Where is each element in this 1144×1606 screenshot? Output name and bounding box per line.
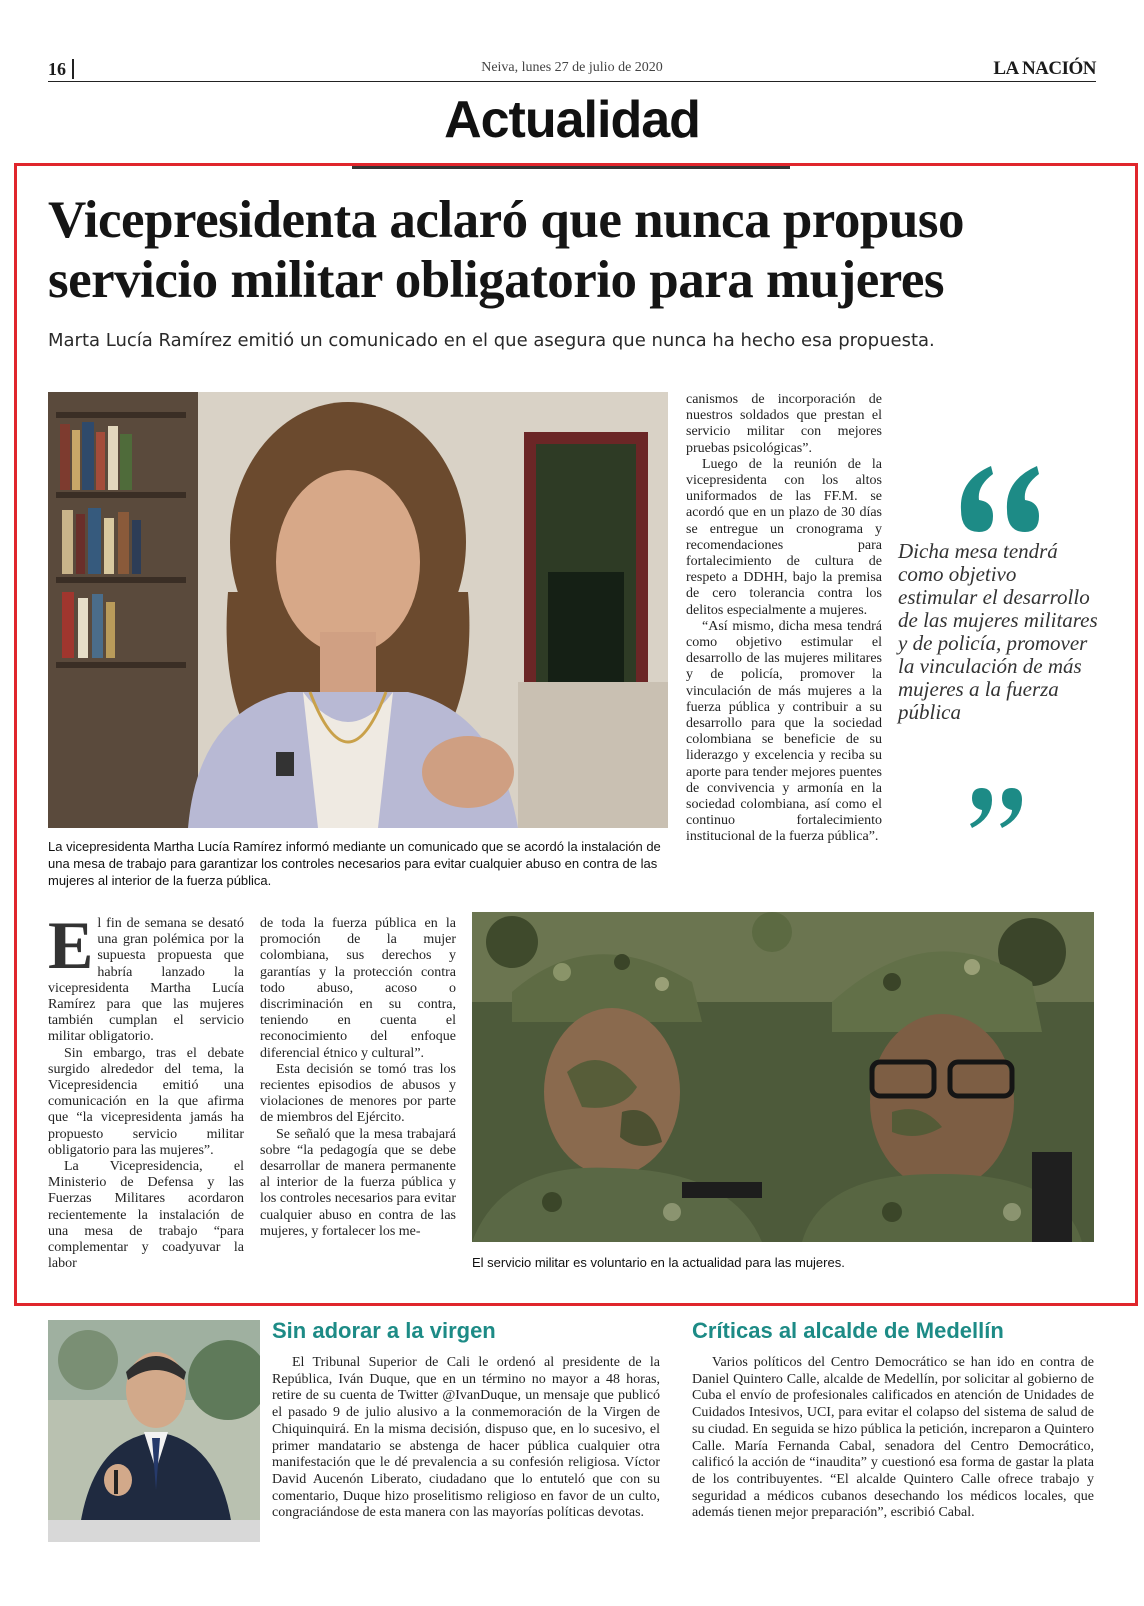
pull-quote bbox=[898, 458, 1098, 838]
open-quote-icon bbox=[953, 458, 1043, 538]
paragraph: Sin embargo, tras el debate surgido alrededor del tema, la Vicepresidencia emitió una comunicación en la que afirma que “la vicepresidenta jamás ha propuesto servicio militar obligatorio para las mujeres”. bbox=[48, 1045, 244, 1158]
paragraph: l fin de semana se desató una gran polémica por la supuesta propuesta que habría lanzado la vicepresidenta Martha Lucía Ramírez para que las mujeres también cumplan el servicio militar obligatorio. bbox=[48, 916, 244, 1045]
photo2-caption: El servicio militar es voluntario en la actualidad para las mujeres. bbox=[472, 1255, 845, 1270]
article-column-2 bbox=[260, 916, 456, 1240]
paragraph: canismos de incorporación de nuestros soldados que prestan el servicio militar con mejores pruebas psicológicas”. bbox=[686, 392, 882, 456]
vicepresident-photo bbox=[48, 392, 668, 828]
article-column-1 bbox=[48, 907, 244, 1272]
article-headline: Vicepresidenta aclaró que nunca propuso servicio militar obligatorio para mujeres bbox=[48, 191, 964, 309]
article-standfirst: Marta Lucía Ramírez emitió un comunicado en el que asegura que nunca ha hecho esa propuesta. bbox=[48, 330, 935, 351]
paragraph: de toda la fuerza pública en la promoción de la mujer colombiana, sus derechos y garantías y la protección contra todo abuso, acoso o discriminación en su contra, teniendo en cuenta el reconocimiento del enfoque diferencial étnico y cultural”. bbox=[260, 916, 456, 1061]
brief-title: Críticas al alcalde de Medellín bbox=[692, 1318, 1004, 1343]
dateline: Neiva, lunes 27 de julio de 2020 bbox=[481, 60, 663, 75]
page-header bbox=[48, 58, 1096, 82]
masthead-logo: LA NACIÓN bbox=[993, 58, 1096, 79]
pull-quote-text: Dicha mesa tendrá como objetivo estimular el desarrollo de las mujeres militares y de policía, promover la vinculación de más mujeres a la fuerza pública bbox=[898, 539, 1098, 724]
close-quote-icon bbox=[966, 786, 1026, 836]
drop-cap: E bbox=[48, 907, 94, 983]
section-title: Actualidad bbox=[444, 91, 700, 149]
brief-title: Sin adorar a la virgen bbox=[272, 1318, 496, 1343]
paragraph: Se señaló que la mesa trabajará sobre “la pedagogía que se debe desarrollar de manera permanente al interior de la fuerza pública y los controles necesarios para evitar cualquier abuso en contra de las mujeres, y fortalecer los me- bbox=[260, 1126, 456, 1239]
paragraph: Luego de la reunión de la vicepresidenta con los altos uniformados de las FF.M. se acordó que en un plazo de 30 días se entregue un cronograma y recomendaciones para fortalecimiento de cultura de respeto a DDHH, bajo la premisa de cero tolerancia contra los delitos especialmente a mujeres. bbox=[686, 456, 882, 618]
paragraph: Esta decisión se tomó tras los recientes episodios de abusos y violaciones de menores por parte de miembros del Ejército. bbox=[260, 1061, 456, 1126]
brief-text: Varios políticos del Centro Democrático se han ido en contra de Daniel Quintero Calle, alcalde de Medellín, por solicitar al gobierno de Cuba el envío de profesionales calificados en atención de Unidades de Cuidados Intesivos, UCI, para evitar el colapso del sistema de salud de su ciudad. En seguida se hizo pública la petición, increparon a Quintero Calle. María Fernanda Cabal, senadora del Centro Democrático, calificó la acción de “inaudita” y cuestionó esa forma de gastar la plata de los contribuyentes. “El alcalde Quintero Calle ofrece trabajo y seguridad a médicos cubanos desechando los médicos locales, que además tienen mejor preparación”, escribió Cabal. bbox=[692, 1355, 1094, 1521]
paragraph: “Así mismo, dicha mesa tendrá como objetivo estimular el desarrollo de las mujeres militares y de policía, promover la vinculación de más mujeres a la fuerza pública y contribuir a su desarrollo para que la sociedad colombiana se beneficie de su liderazgo y excelencia y reciba su aporte para tender mejores puentes de convivencia y armonía en la sociedad colombiana, así como el continuo fortalecimiento institucional de la fuerza pública”. bbox=[686, 618, 882, 845]
soldiers-photo bbox=[472, 912, 1094, 1242]
page-number: 16 bbox=[48, 59, 74, 79]
paragraph: La Vicepresidencia, el Ministerio de Defensa y las Fuerzas Militares acordaron recientemente la instalación de una mesa de trabajo “para complementar y coadyuvar la labor bbox=[48, 1159, 244, 1272]
brief-text: El Tribunal Superior de Cali le ordenó al presidente de la República, Iván Duque, que en un término no mayor a 48 horas, retire de su cuenta de Twitter @IvanDuque, un mensaje que publicó el pasado 9 de julio alusivo a la conmemoración de la Virgen de Chiquinquirá. En la misma decisión, dispuso que, en lo sucesivo, el primer mandatario se abstenga de hacer pública cualquier otra manifestación que le dé prevalencia a su confesión religiosa. Víctor David Aucenón Liberato, ciudadano que lo entuteló que con su comentario, Duque hizo proselitismo religioso en favor de un culto, congraciándose de esta manera con las mayorías políticas devotas. bbox=[272, 1355, 660, 1521]
president-photo bbox=[48, 1320, 260, 1542]
article-column-right bbox=[686, 392, 882, 846]
photo1-caption: La vicepresidenta Martha Lucía Ramírez informó mediante un comunicado que se acordó la instalación de una mesa de trabajo para garantizar los controles necesarios para evitar cualquier abuso en contra de las mujeres al interior de la fuerza pública. bbox=[48, 839, 661, 888]
